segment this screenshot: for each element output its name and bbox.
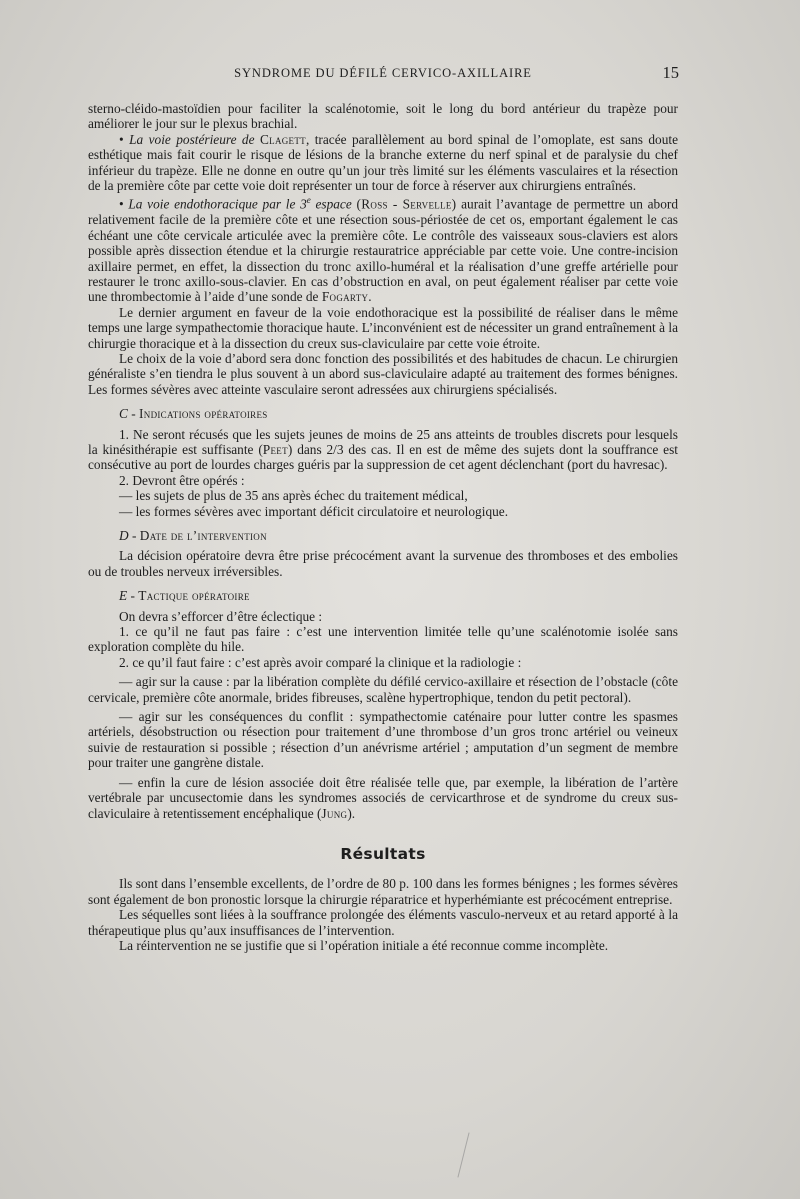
section-letter: D (119, 528, 129, 543)
paragraph-results: Ils sont dans l’ensemble excellents, de l’ordre de 80 p. 100 dans les formes bénignes ; les formes sévères sont également de bon pronostic lorsque la chirurgie réparatrice et hyperhémiante est précocément entreprise. (88, 876, 678, 907)
bullet-icon: • (119, 131, 124, 147)
section-heading-e (88, 588, 678, 603)
running-header: SYNDROME DU DÉFILÉ CERVICO-AXILLAIRE (234, 66, 532, 80)
superscript: e (306, 195, 311, 206)
list-subitem: — les sujets de plus de 35 ans après échec du traitement médical, (119, 488, 468, 504)
section-letter: C (119, 406, 128, 422)
section-dash: - (131, 528, 137, 543)
author-name: Peet (262, 441, 288, 457)
list-subitem: — les formes sévères avec important déficit circulatoire et neurologique. (119, 503, 509, 519)
item-text: ) dans 2/3 des cas. Il en est de même des sujets dont la souffrance est consécutive au port de lourdes charges guéris par la suppression de cet agent déclenchant (port du havresac). (88, 441, 678, 473)
section-dash: - (130, 588, 135, 604)
paragraph-text: On devra s’efforcer d’être éclectique : (119, 608, 323, 624)
author-name: Clagett (259, 131, 306, 147)
list-item: 1. ce qu’il ne faut pas faire : c’est une intervention limitée telle qu’une scalénotomie isolée sans exploration complète du hile. (88, 624, 678, 655)
item-text: — enfin la cure de lésion associée doit être réalisée telle que, par exemple, la libération de l’artère vertébrale par uncusectomie dans les syndromes associés de cervicarthrose et de syndrome du creux sus-claviculaire à retentissement encéphalique ( (88, 774, 678, 821)
paragraph-text: , tracée parallèlement au bord spinal de l’omoplate, est sans doute esthétique mais fait courir le risque de lésions de la branche externe du nerf spinal et de paralysie du chef inférieur du trapèze. Elle ne donne en outre qu’un jour très limité sur les éléments vasculaires et la résection de la première côte par cette voie doit représenter un tour de force à réserver aux chirurgiens entraînés. (88, 131, 678, 194)
paragraph-last-argument: Le dernier argument en faveur de la voie endothoracique est la possibilité de réaliser dans le même temps une large sympathectomie thoracique haute. L’inconvénient est de nécessiter un grand entraînement à la chirurgie thoracique et à la dissection du creux sus-claviculaire par cette voie étroite. (88, 304, 678, 351)
author-name: Jung (321, 805, 348, 821)
section-heading-c (88, 406, 678, 421)
paragraph-posterior-approach (88, 132, 678, 194)
paragraph-results: Les séquelles sont liées à la souffrance prolongée des éléments vasculo-nerveux et au retard apporté à la thérapeutique plus qu’aux insuffisances de l’intervention. (88, 907, 678, 938)
approach-title: La voie postérieure de (129, 131, 255, 147)
author-names: (Ross - Servelle) (356, 196, 457, 212)
list-item (88, 427, 678, 473)
section-title: Tactique opératoire (138, 588, 250, 604)
section-title: Date de l’intervention (139, 528, 267, 543)
body-text (88, 101, 678, 953)
section-title: Indications opératoires (139, 406, 268, 422)
paragraph-choice: Le choix de la voie d’abord sera donc fonction des possibilités et des habitudes de chacun. Le chirurgien généraliste s’en tiendra le plus souvent à un abord sus-claviculaire adapté au traitement des formes bénignes. Les formes sévères avec atteinte vasculaire seront adressées aux chirurgiens spécialisés. (88, 350, 678, 397)
page-number: 15 (662, 63, 679, 82)
period: . (368, 289, 372, 305)
paragraph-text: aurait l’avantage de permettre un abord relativement facile de la première côte et une résection sous-périostée de cet os, emportant également le cas échéant une côte cervicale articulée avec la première côte. Le contrôle des vaisseaux sous-claviers est alors possible après dissection étendue et la chirurgie restauratrice appréciable par cette voie. Une contre-incision axillaire permet, en effet, la dissection du tronc axillo-huméral et la réalisation d’une greffe artérielle pour restaurer le tronc axillo-sous-clavier. En cas d’obstruction en aval, on peut également réaliser par cette voie une thrombectomie à l’aide d’une sonde de (88, 196, 678, 305)
paragraph-results: La réintervention ne se justifie que si l’opération initiale a été reconnue comme incomplète. (119, 937, 609, 953)
list-subitem: — agir sur la cause : par la libération complète du défilé cervico-axillaire et résection de l’obstacle (côte cervicale, première côte anormale, brides fibreuses, scalène hypertrophique, tendon du petit pectoral). (88, 674, 678, 705)
paragraph-text: La décision opératoire devra être prise précocément avant la survenue des thromboses et des embolies ou de troubles nerveux irréversibles. (88, 548, 678, 579)
item-text: ). (347, 805, 356, 821)
paragraph-continuation: sterno-cléido-mastoïdien pour faciliter la scalénotomie, soit le long du bord antérieur du trapèze pour améliorer le jour sur le plexus brachial. (88, 101, 678, 132)
list-subitem (88, 775, 678, 821)
section-letter: E (119, 588, 128, 604)
section-dash: - (131, 406, 136, 422)
pen-mark (457, 1133, 469, 1178)
results-heading: Résultats (340, 844, 426, 863)
approach-title-end: espace (315, 196, 352, 212)
approach-title: La voie endothoracique par le 3 (128, 196, 307, 212)
list-item: 2. ce qu’il faut faire : c’est après avoir comparé la clinique et la radiologie : (119, 654, 522, 670)
bullet-icon: • (119, 196, 124, 212)
author-name: Fogarty (321, 289, 369, 305)
list-item: 2. Devront être opérés : (119, 472, 245, 488)
item-text: 1. Ne seront récusés que les sujets jeunes de moins de 25 ans atteints de troubles discrets pour lesquels la kinésithérapie est suffisante ( (88, 426, 678, 457)
section-heading-d (88, 528, 678, 543)
paragraph-endothoracic-approach (88, 193, 678, 304)
list-subitem: — agir sur les conséquences du conflit : sympathectomie caténaire pour lutter contre les spasmes artériels, désobstruction ou résection pour traitement d’une thrombose d’un gros tronc artériel ou veineux suivie de restauration si possible ; résection d’un anévrisme artériel ; amputation d’un segment de membre pour traiter une gangrène distale. (88, 709, 678, 771)
